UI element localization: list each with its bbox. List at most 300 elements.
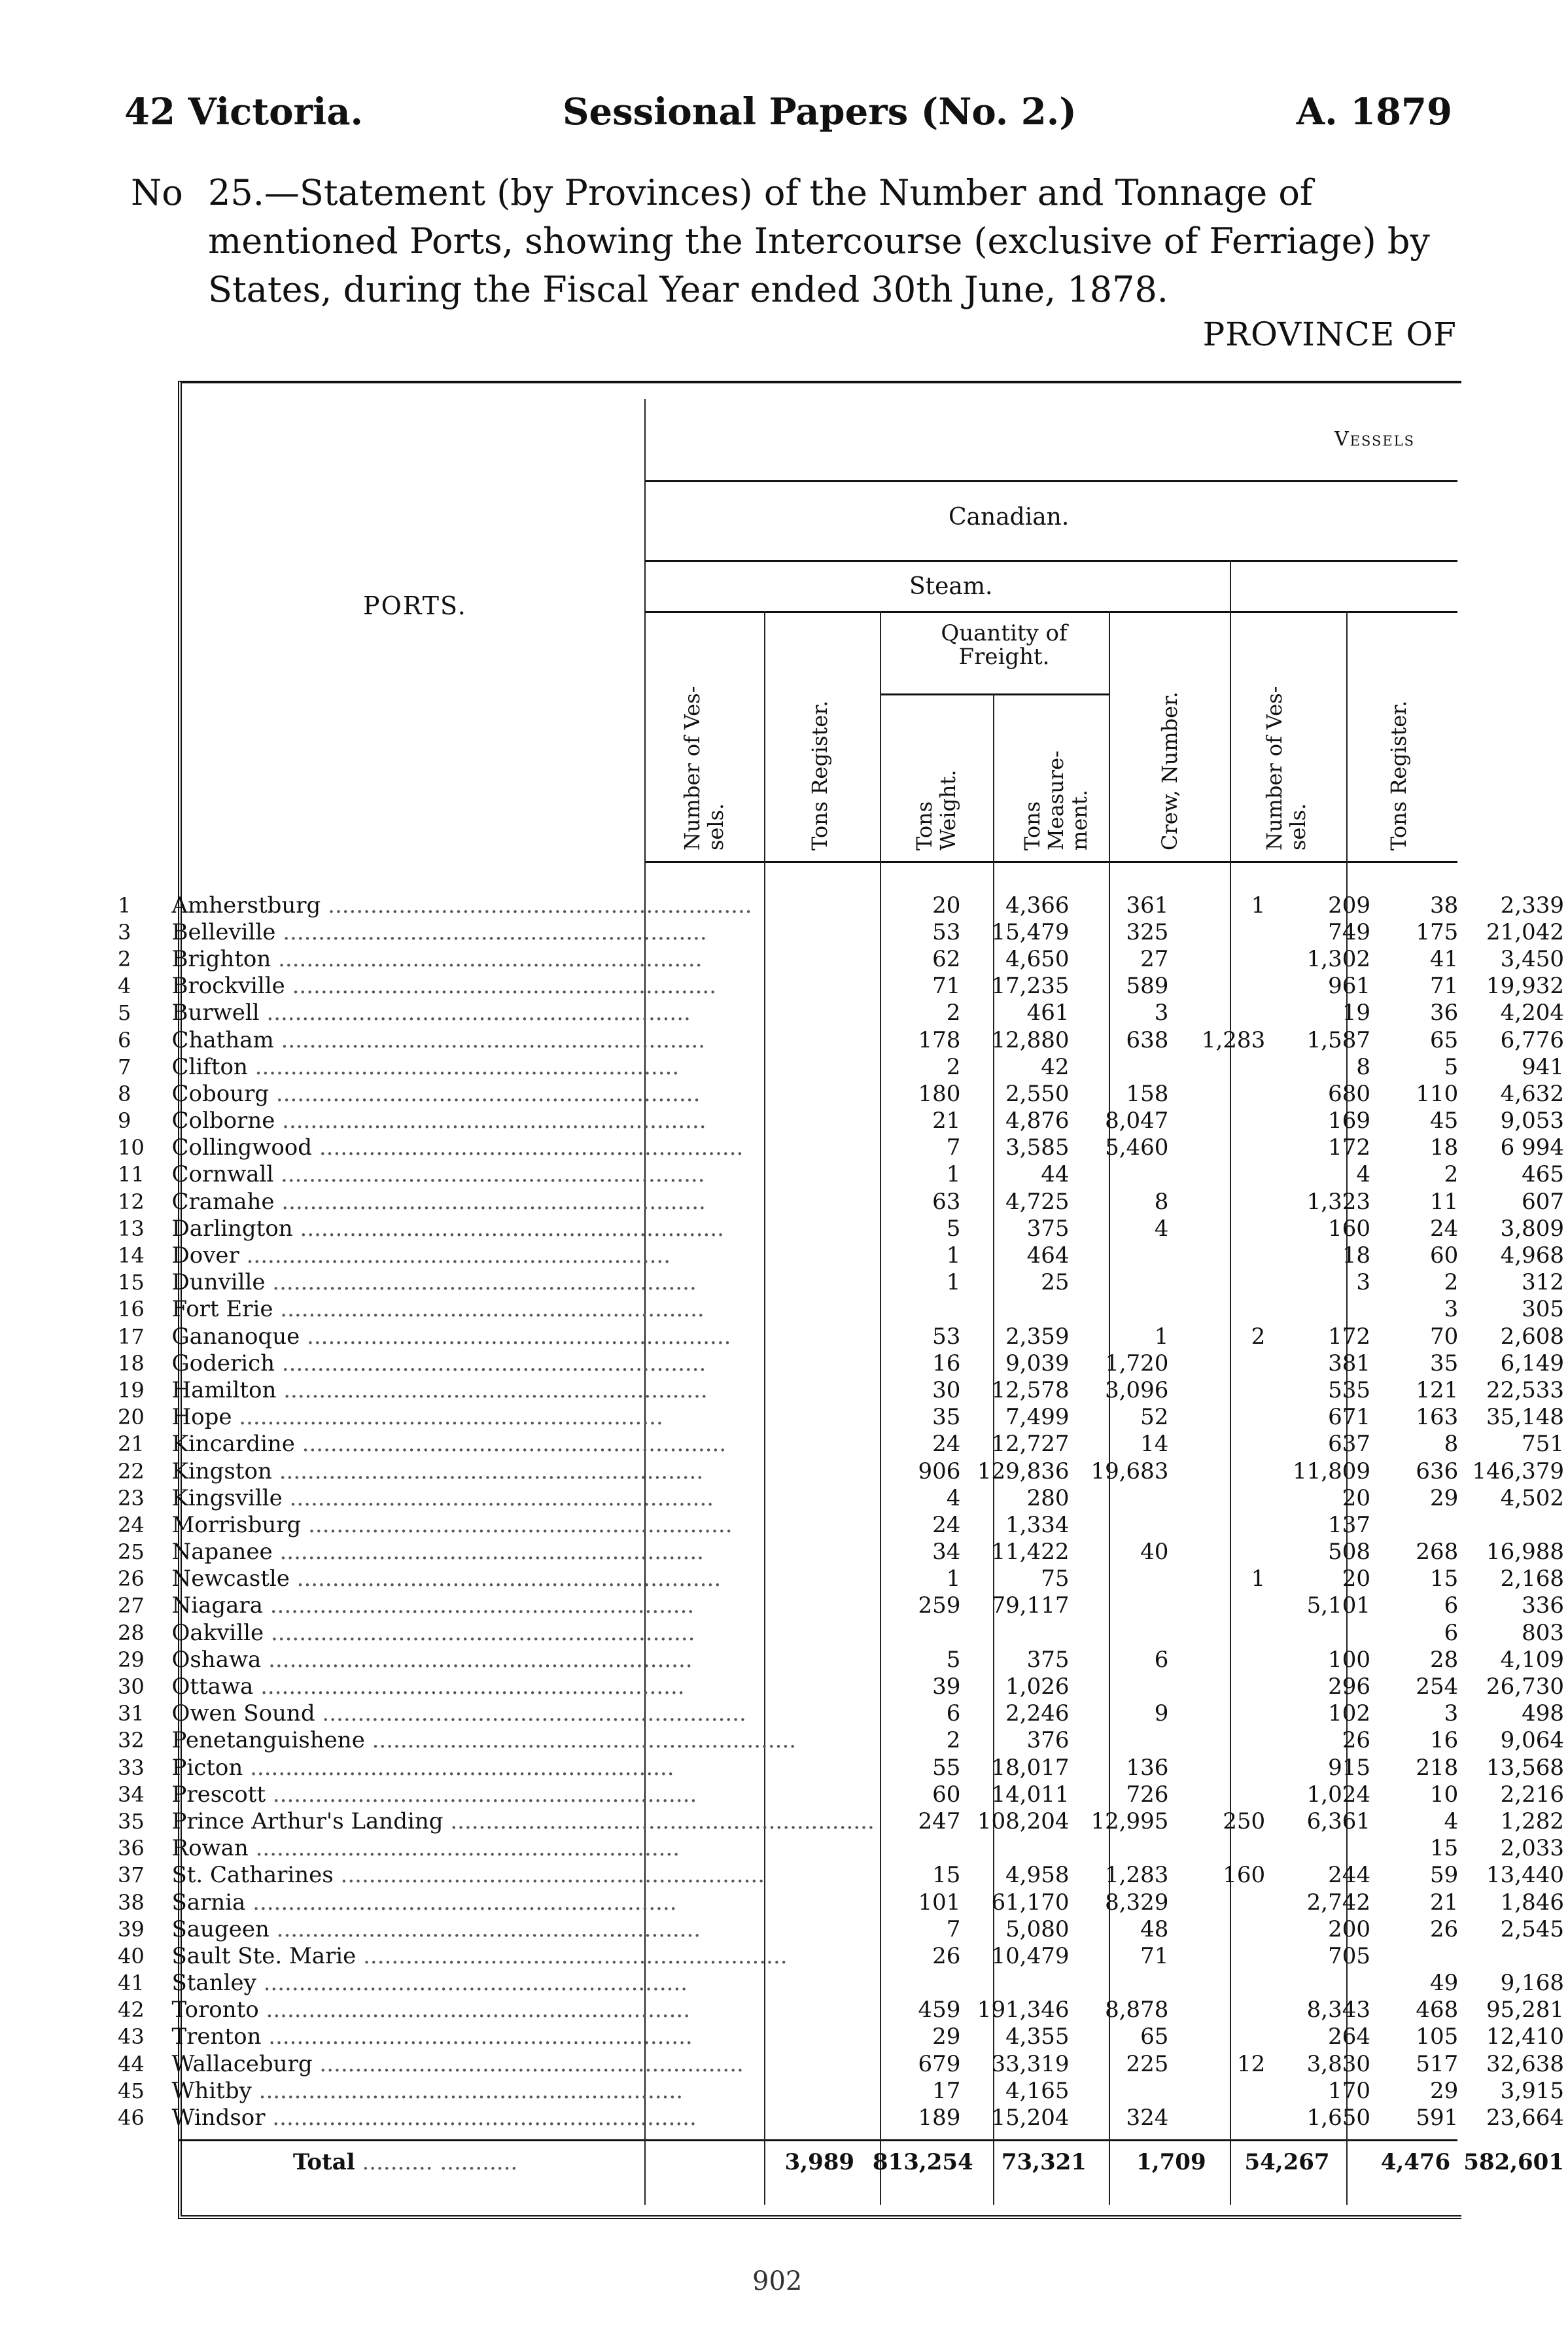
table-row (118, 1862, 1568, 1889)
value-cell: 100 (1328, 1646, 1370, 1673)
table-row (118, 1646, 1568, 1673)
value-cell (1172, 1404, 1269, 1431)
value-cell: 3 (1154, 1000, 1169, 1026)
value-cell: 259 (918, 1592, 961, 1619)
port-name: Darlington (171, 1215, 293, 1242)
value-cell: 6,361 (1306, 1808, 1370, 1834)
value-cell: 101 (918, 1889, 961, 1916)
port-name: Rowan (171, 1835, 249, 1862)
value-cell: 2,246 (1005, 1700, 1070, 1727)
table-row (118, 1000, 1568, 1026)
value-cell: 18,017 (991, 1754, 1070, 1781)
table-row (118, 1619, 1568, 1646)
table-row (118, 919, 1568, 945)
value-cell: 3,915 (1500, 2077, 1564, 2104)
value-cell (1172, 1108, 1269, 1134)
value-cell: 915 (1328, 1754, 1370, 1781)
value-cell: 6 (1154, 1646, 1169, 1673)
value-cell (1172, 1458, 1269, 1484)
value-cell: 105 (1416, 2024, 1459, 2050)
value-cell (1172, 1754, 1269, 1781)
value-cell (1172, 1916, 1269, 1942)
port-name: Owen Sound (171, 1700, 315, 1727)
table-row (118, 1323, 1568, 1350)
row-number: 40 (118, 1943, 145, 1969)
port-cell: Niagara ............................................................ (171, 1592, 695, 1619)
value-cell: 32,638 (1486, 2050, 1564, 2077)
port-cell: Gananoque ............................................................ (171, 1323, 731, 1350)
value-cell: 375 (1026, 1646, 1070, 1673)
value-cell: 4,165 (1005, 2077, 1070, 2104)
title-line-2: mentioned Ports, showing the Intercourse (exclusive of Ferriage) by (208, 220, 1430, 262)
value-cell: 803 (1522, 1619, 1564, 1646)
value-cell: 75 (1041, 1566, 1070, 1592)
value-cell: 20 (1342, 1484, 1370, 1511)
port-name: Whitby (171, 2077, 252, 2104)
value-cell: 158 (1126, 1080, 1169, 1107)
value-cell (1172, 1592, 1269, 1619)
value-cell: 62 (932, 945, 961, 972)
value-cell: 9 (1154, 1700, 1169, 1727)
value-cell: 268 (1416, 1539, 1459, 1566)
value-cell (1073, 1296, 1172, 1323)
row-number: 35 (118, 1808, 145, 1834)
value-cell: 324 (1126, 2105, 1169, 2131)
port-cell: Owen Sound ............................................................ (171, 1700, 746, 1727)
port-name: Kingston (171, 1458, 272, 1484)
row-number: 16 (118, 1297, 145, 1322)
value-cell: 6 (946, 1700, 961, 1727)
port-name: Cobourg (171, 1080, 270, 1107)
value-cell: 751 (1522, 1431, 1564, 1458)
title-number: No (131, 172, 183, 213)
value-cell: 9,168 (1500, 1970, 1564, 1997)
value-cell: 15 (1430, 1835, 1459, 1862)
value-cell (1462, 1942, 1568, 1969)
value-cell: 247 (918, 1808, 961, 1834)
row-number: 46 (118, 2105, 145, 2131)
row-number: 34 (118, 1781, 145, 1807)
value-cell: 6,776 (1500, 1026, 1564, 1053)
value-cell (1172, 1188, 1269, 1215)
table-row (118, 1080, 1568, 1107)
port-cell: Ottawa ............................................................ (171, 1674, 685, 1700)
row-number: 18 (118, 1350, 145, 1376)
port-name: Toronto (171, 1997, 259, 2024)
port-name: Prescott (171, 1781, 266, 1808)
value-cell: 71 (1140, 1942, 1169, 1969)
port-cell: Wallaceburg ............................................................ (171, 2050, 744, 2077)
canadian-label: Canadian. (949, 504, 1070, 531)
value-cell (1073, 1619, 1172, 1646)
port-name: Cramahe (171, 1188, 275, 1215)
value-cell (1172, 973, 1269, 1000)
value-cell: 95,281 (1486, 1997, 1564, 2024)
value-cell: 12,880 (991, 1026, 1070, 1053)
port-name: Belleville (171, 919, 276, 945)
value-cell: 381 (1328, 1350, 1370, 1376)
ports-table (118, 892, 1568, 2131)
value-cell: 14,011 (991, 1781, 1070, 1808)
port-name: Prince Arthur's Landing (171, 1808, 444, 1834)
value-cell: 2 (946, 1000, 961, 1026)
port-name: Gananoque (171, 1323, 300, 1350)
value-cell: 63 (932, 1188, 961, 1215)
value-cell: 137 (1328, 1511, 1370, 1538)
value-cell: 3,096 (1105, 1376, 1169, 1403)
port-name: Stanley (171, 1970, 256, 1997)
value-cell: 11,809 (1293, 1458, 1370, 1484)
row-number: 4 (118, 973, 131, 999)
value-cell: 4,204 (1500, 1000, 1564, 1026)
value-cell: 5 (1444, 1053, 1459, 1080)
port-cell: Collingwood ............................................................ (171, 1134, 744, 1161)
value-cell (964, 1835, 1073, 1862)
value-cell (1172, 1835, 1269, 1862)
value-cell: 1 (946, 1161, 961, 1188)
value-cell: 5,101 (1306, 1592, 1370, 1619)
value-cell: 12,410 (1486, 2024, 1564, 2050)
value-cell (1172, 1000, 1269, 1026)
value-cell: 15 (1430, 1566, 1459, 1592)
vessels-label: Vessels (1334, 428, 1416, 451)
port-cell: Belleville ............................................................ (171, 919, 707, 945)
value-cell: 375 (1026, 1215, 1070, 1242)
value-cell: 41 (1430, 945, 1459, 972)
table-row (118, 1350, 1568, 1376)
row-number: 8 (118, 1081, 131, 1106)
value-cell: 2 (1444, 1161, 1459, 1188)
port-name: Hamilton (171, 1376, 277, 1403)
rule-total (178, 2139, 1457, 2141)
value-cell: 2 (946, 1727, 961, 1754)
value-cell: 6,149 (1500, 1350, 1564, 1376)
table-row (118, 1484, 1568, 1511)
statement-title (131, 169, 1459, 314)
port-cell: Kingston ............................................................ (171, 1458, 704, 1484)
value-cell: 10 (1430, 1781, 1459, 1808)
value-cell (1172, 2077, 1269, 2104)
value-cell: 129,836 (977, 1458, 1070, 1484)
port-cell: Cobourg ............................................................ (171, 1080, 701, 1107)
rule-steam (644, 611, 1457, 613)
table-row (118, 1700, 1568, 1727)
value-cell: 705 (1328, 1942, 1370, 1969)
table-row (118, 1269, 1568, 1296)
value-cell: 8,343 (1306, 1997, 1370, 2024)
value-cell: 18 (1342, 1242, 1370, 1269)
row-number: 14 (118, 1243, 145, 1269)
row-number: 21 (118, 1431, 145, 1457)
value-cell: 2 (946, 1053, 961, 1080)
value-cell: 1,283 (1201, 1026, 1266, 1053)
port-name: Sarnia (171, 1889, 246, 1916)
value-cell: 679 (918, 2050, 961, 2077)
value-cell (1172, 1511, 1269, 1538)
value-cell (1073, 1511, 1172, 1538)
rule-canadian (644, 560, 1457, 562)
value-cell: 33,319 (991, 2050, 1070, 2077)
table-row (118, 1781, 1568, 1808)
value-cell: 36 (1430, 1000, 1459, 1026)
port-cell: Chatham ............................................................ (171, 1026, 705, 1053)
value-cell: 361 (1126, 892, 1169, 919)
total-label: Total .......... ........... (292, 2149, 518, 2175)
value-cell: 680 (1328, 1080, 1370, 1107)
value-cell (1172, 1350, 1269, 1376)
row-number: 12 (118, 1189, 145, 1214)
value-cell: 8,047 (1105, 1108, 1169, 1134)
value-cell: 4 (1356, 1161, 1370, 1188)
row-number: 38 (118, 1889, 145, 1915)
value-cell: 8 (1356, 1053, 1370, 1080)
row-number: 25 (118, 1539, 145, 1565)
port-cell: Darlington ............................................................ (171, 1215, 724, 1242)
port-cell: Napanee ............................................................ (171, 1539, 704, 1566)
port-cell: Penetanguishene ............................................................ (171, 1727, 797, 1754)
value-cell: 376 (1026, 1727, 1070, 1754)
port-name: Dunville (171, 1269, 266, 1296)
value-cell: 60 (1430, 1242, 1459, 1269)
value-cell: 19,683 (1090, 1458, 1169, 1484)
value-cell: 180 (918, 1080, 961, 1107)
value-cell (1172, 1215, 1269, 1242)
title-line-3: States, during the Fiscal Year ended 30th June, 1878. (208, 269, 1168, 310)
value-cell: 4,109 (1500, 1646, 1564, 1673)
value-cell: 2,742 (1306, 1889, 1370, 1916)
port-cell: Stanley ............................................................ (171, 1970, 688, 1997)
value-cell (1172, 1242, 1269, 1269)
value-cell: 2,550 (1005, 1080, 1070, 1107)
port-name: Dover (171, 1242, 239, 1269)
table-row (118, 1727, 1568, 1754)
port-name: Brockville (171, 973, 285, 1000)
value-cell: 4,958 (1005, 1862, 1070, 1889)
table-row (118, 1108, 1568, 1134)
value-cell: 35,148 (1486, 1404, 1564, 1431)
value-cell: 4,632 (1500, 1080, 1564, 1107)
value-cell (1269, 1970, 1374, 1997)
port-name: Morrisburg (171, 1511, 302, 1538)
value-cell (1172, 1161, 1269, 1188)
value-cell: 28 (1430, 1646, 1459, 1673)
value-cell (1073, 1053, 1172, 1080)
value-cell: 146,379 (1472, 1458, 1564, 1484)
value-cell (1172, 945, 1269, 972)
value-cell: 34 (932, 1539, 961, 1566)
value-cell: 175 (1416, 919, 1459, 945)
value-cell: 16 (932, 1350, 961, 1376)
value-cell: 24 (932, 1511, 961, 1538)
value-cell: 5,080 (1005, 1916, 1070, 1942)
row-number: 15 (118, 1270, 145, 1295)
value-cell: 517 (1416, 2050, 1459, 2077)
value-cell: 12,995 (1090, 1808, 1169, 1834)
value-cell: 305 (1522, 1296, 1564, 1323)
value-cell: 1,650 (1306, 2105, 1370, 2131)
port-name: Collingwood (171, 1134, 313, 1161)
page-number: 902 (752, 2266, 803, 2296)
province-heading: PROVINCE OF (1202, 315, 1457, 353)
value-cell: 4,968 (1500, 1242, 1564, 1269)
value-cell: 1 (1154, 1323, 1169, 1350)
value-cell: 48 (1140, 1916, 1169, 1942)
value-cell: 671 (1328, 1404, 1370, 1431)
value-cell (1073, 1673, 1172, 1700)
value-cell: 169 (1328, 1108, 1370, 1134)
port-cell: Oshawa ............................................................ (171, 1646, 693, 1673)
port-name: Sault Ste. Marie (171, 1942, 357, 1969)
value-cell (1269, 1835, 1374, 1862)
value-cell (1073, 1269, 1172, 1296)
port-name: Ottawa (171, 1674, 254, 1700)
value-cell: 40 (1140, 1539, 1169, 1566)
value-cell (1374, 1511, 1462, 1538)
value-cell: 26 (932, 1942, 961, 1969)
value-cell: 45 (1430, 1108, 1459, 1134)
row-number: 32 (118, 1728, 145, 1753)
value-cell: 44 (1041, 1161, 1070, 1188)
value-cell: 26,730 (1486, 1674, 1564, 1700)
value-cell: 8 (1444, 1431, 1459, 1458)
value-cell: 102 (1328, 1700, 1370, 1727)
value-cell: 250 (1223, 1808, 1266, 1834)
value-cell: 4 (1154, 1215, 1169, 1242)
value-cell: 325 (1126, 919, 1169, 945)
value-cell (1172, 1376, 1269, 1403)
port-name: Colborne (171, 1108, 275, 1134)
value-cell: 110 (1416, 1080, 1459, 1107)
port-cell: Kingsville ............................................................ (171, 1484, 714, 1511)
value-cell: 108,204 (977, 1808, 1070, 1834)
row-number: 45 (118, 2078, 145, 2103)
table-row (118, 1539, 1568, 1566)
value-cell: 27 (1140, 945, 1169, 972)
table-row (118, 2050, 1568, 2077)
value-cell (1172, 1053, 1269, 1080)
value-cell: 2,339 (1500, 892, 1564, 919)
row-number: 43 (118, 2024, 145, 2050)
value-cell (964, 1970, 1073, 1997)
table-row (118, 1458, 1568, 1484)
row-number: 20 (118, 1405, 145, 1430)
value-cell: 20 (1342, 1566, 1370, 1592)
value-cell: 607 (1522, 1188, 1564, 1215)
steam-label: Steam. (909, 573, 993, 600)
port-cell: Sault Ste. Marie ............................................................ (171, 1942, 788, 1969)
port-cell: Dover ............................................................ (171, 1242, 671, 1269)
value-cell: 9,053 (1500, 1108, 1564, 1134)
value-cell: 1,587 (1306, 1026, 1370, 1053)
value-cell: 17 (932, 2077, 961, 2104)
port-cell: Brighton ............................................................ (171, 945, 703, 972)
value-cell: 4,355 (1005, 2024, 1070, 2050)
value-cell: 20 (932, 892, 961, 919)
value-cell: 8,878 (1105, 1997, 1169, 2024)
value-cell: 65 (1430, 1026, 1459, 1053)
value-cell (875, 1296, 965, 1323)
value-cell: 637 (1328, 1431, 1370, 1458)
value-cell (1073, 1835, 1172, 1862)
value-cell (1073, 1727, 1172, 1754)
port-name: Clifton (171, 1053, 248, 1080)
port-cell: Burwell ............................................................ (171, 1000, 691, 1026)
value-cell: 3,450 (1500, 945, 1564, 972)
value-cell: 468 (1416, 1997, 1459, 2024)
value-cell: 1,334 (1005, 1511, 1070, 1538)
value-cell: 15 (932, 1862, 961, 1889)
value-cell: 1 (946, 1242, 961, 1269)
value-cell (1462, 1511, 1568, 1538)
row-number: 5 (118, 1000, 131, 1026)
total-cell: 813,254 (872, 2149, 973, 2175)
value-cell: 535 (1328, 1376, 1370, 1403)
value-cell: 961 (1328, 973, 1370, 1000)
value-cell: 9,064 (1500, 1727, 1564, 1754)
freight-label: Quantity of Freight. (941, 620, 1068, 670)
value-cell (1172, 2024, 1269, 2050)
value-cell: 636 (1416, 1458, 1459, 1484)
col-header-number-vessels: Number of Ves- sels. (680, 686, 728, 850)
table-row (118, 1215, 1568, 1242)
total-row (118, 2146, 1568, 2179)
table-row (118, 2104, 1568, 2131)
value-cell: 79,117 (991, 1592, 1070, 1619)
value-cell: 160 (1223, 1862, 1266, 1889)
value-cell: 1 (946, 1566, 961, 1592)
header-right: A. 1879 (1296, 90, 1452, 133)
port-cell: Colborne ............................................................ (171, 1108, 706, 1134)
port-cell: Toronto ............................................................ (171, 1997, 690, 2024)
value-cell: 461 (1026, 1000, 1070, 1026)
value-cell: 1,720 (1105, 1350, 1169, 1376)
value-cell: 2 (1444, 1269, 1459, 1296)
value-cell: 16 (1430, 1727, 1459, 1754)
total-cell: 3,989 (784, 2149, 855, 2175)
value-cell: 29 (932, 2024, 961, 2050)
value-cell: 25 (1041, 1269, 1070, 1296)
row-number: 30 (118, 1674, 145, 1700)
value-cell: 2 (1251, 1323, 1266, 1350)
value-cell (1172, 1296, 1269, 1323)
port-name: Amherstburg (171, 892, 321, 919)
value-cell: 71 (932, 973, 961, 1000)
value-cell: 4,366 (1005, 892, 1070, 919)
value-cell: 3 (1356, 1269, 1370, 1296)
value-cell: 498 (1522, 1700, 1564, 1727)
value-cell (1073, 1970, 1172, 1997)
value-cell: 35 (1430, 1350, 1459, 1376)
value-cell: 2,608 (1500, 1323, 1564, 1350)
value-cell: 16,988 (1486, 1539, 1564, 1566)
value-cell: 2,359 (1005, 1323, 1070, 1350)
value-cell: 4,650 (1005, 945, 1070, 972)
value-cell: 9,039 (1005, 1350, 1070, 1376)
value-cell: 2,216 (1500, 1781, 1564, 1808)
value-cell (875, 1970, 965, 1997)
value-cell: 11 (1430, 1188, 1459, 1215)
value-cell: 465 (1522, 1161, 1564, 1188)
value-cell (1172, 1889, 1269, 1916)
value-cell: 200 (1328, 1916, 1370, 1942)
value-cell (875, 1835, 965, 1862)
value-cell: 638 (1126, 1026, 1169, 1053)
value-cell: 160 (1328, 1215, 1370, 1242)
value-cell: 7,499 (1005, 1404, 1070, 1431)
row-number: 6 (118, 1027, 131, 1053)
port-cell: Kincardine ............................................................ (171, 1431, 727, 1458)
value-cell: 23,664 (1486, 2105, 1564, 2131)
